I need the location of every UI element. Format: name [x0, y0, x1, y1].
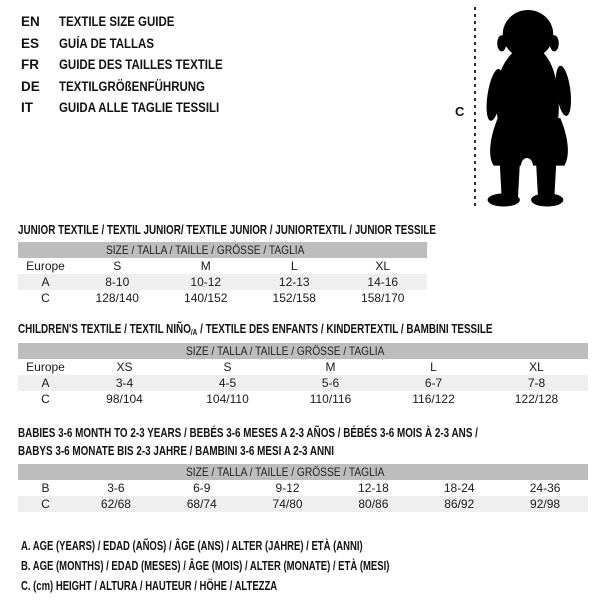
table-cell: 62/68	[73, 496, 159, 512]
row-label: B	[41, 481, 50, 495]
language-label: GUIDE DES TAILLES TEXTILE	[59, 57, 223, 73]
table-cell: 3-4	[73, 375, 176, 391]
language-code: ES	[21, 35, 40, 51]
table-cell: 24-36	[529, 481, 561, 495]
table-cell: L	[430, 360, 437, 374]
children-size-table	[18, 343, 588, 407]
table-cell: 128/140	[95, 291, 139, 305]
table-cell: S	[113, 259, 122, 273]
row-label: A	[18, 274, 73, 290]
height-measure-dashed-line	[474, 7, 476, 208]
table-row	[18, 359, 588, 375]
table-row	[18, 391, 588, 407]
table-row	[18, 274, 427, 290]
footnote-a: A. AGE (YEARS) / EDAD (AÑOS) / ÂGE (ANS) / ALTER (JAHRE) / ETÀ (ANNI)	[21, 539, 363, 553]
children-section-title: CHILDREN'S TEXTILE / TEXTIL $NIÑO_{/A}$ / TEXTILE DES ENFANTS / KINDERTEXTIL / BAMBINI TESSILE	[18, 321, 493, 337]
table-cell: 158/170	[361, 291, 405, 305]
language-label: GUÍA DE TALLAS	[59, 35, 154, 51]
junior-section-title: JUNIOR TEXTILE / TEXTIL JUNIOR/ TEXTILE JUNIOR / JUNIORTEXTIL / JUNIOR TESSILE	[18, 222, 436, 237]
table-cell: 5-6	[279, 375, 382, 391]
language-code: DE	[21, 78, 40, 94]
table-row	[18, 290, 427, 306]
row-label: C	[41, 392, 50, 406]
table-cell: XS	[116, 360, 133, 374]
table-cell: S	[223, 360, 232, 374]
row-label: A	[18, 375, 73, 391]
junior-size-table	[18, 242, 427, 306]
language-row-de	[21, 76, 252, 98]
table-cell: 4-5	[176, 375, 279, 391]
language-code: EN	[21, 14, 40, 30]
size-header-bar: SIZE / TALLA / TAILLE / GRÖSSE / TAGLIA	[18, 343, 588, 359]
size-header-bar: SIZE / TALLA / TAILLE / GRÖSSE / TAGLIA	[18, 464, 588, 480]
table-cell: 116/122	[412, 392, 455, 406]
language-label: GUIDA ALLE TAGLIE TESSILI	[59, 100, 220, 116]
table-cell: 110/116	[309, 392, 352, 406]
table-cell: 12-18	[358, 481, 389, 495]
table-row	[18, 480, 588, 496]
size-header-bar: SIZE / TALLA / TAILLE / GRÖSSE / TAGLIA	[18, 242, 427, 258]
language-row-fr	[21, 54, 252, 76]
table-cell: 98/104	[106, 392, 143, 406]
table-cell: 74/80	[245, 496, 331, 512]
table-cell: 3-6	[107, 481, 125, 495]
table-row	[18, 258, 427, 274]
language-list	[21, 11, 252, 119]
table-cell: 68/74	[159, 496, 245, 512]
babies-size-table	[18, 464, 588, 512]
language-label: TEXTILE SIZE GUIDE	[59, 14, 175, 30]
row-label: Europe	[26, 259, 65, 273]
language-row-es	[21, 33, 252, 55]
table-cell: M	[200, 259, 211, 273]
table-cell: 14-16	[339, 274, 428, 290]
table-row	[18, 496, 588, 512]
subscript: /A	[190, 327, 198, 337]
table-cell: 80/86	[330, 496, 416, 512]
table-cell: 18-24	[443, 481, 475, 495]
table-cell: 152/158	[272, 291, 316, 305]
table-cell: L	[290, 259, 298, 273]
row-label: C	[18, 496, 73, 512]
table-cell: 92/98	[502, 496, 588, 512]
row-label: Europe	[26, 360, 65, 374]
height-measure-label: C	[455, 104, 465, 119]
table-cell: 104/110	[206, 392, 249, 406]
language-code: IT	[21, 100, 33, 116]
table-cell: 10-12	[162, 274, 251, 290]
table-row	[18, 375, 588, 391]
language-code: FR	[21, 57, 39, 73]
table-cell: 6-9	[193, 481, 211, 495]
language-row-it	[21, 97, 252, 119]
language-row-en	[21, 11, 252, 33]
table-cell: XL	[529, 360, 544, 374]
babies-section-title: BABIES 3-6 MONTH TO 2-3 YEARS / BEBÉS 3-6 MESES A 2-3 AÑOS / BÉBÉS 3-6 MOIS À 2-3 ANS / BABYS 3-6 MONATE BIS 2-3 JAHRE / BAMBINI 3-6 MESI A 2-3 ANNI	[18, 425, 478, 458]
table-cell: XL	[375, 259, 391, 273]
row-label: C	[41, 291, 50, 305]
footnote-b: B. AGE (MONTHS) / EDAD (MESES) / ÂGE (MOIS) / ALTER (MONATE) / ETÀ (MESI)	[21, 559, 390, 573]
table-cell: 6-7	[382, 375, 485, 391]
table-cell: M	[325, 360, 336, 374]
table-cell: 9-12	[275, 481, 300, 495]
table-cell: 12-13	[250, 274, 339, 290]
toddler-silhouette-icon	[482, 9, 576, 207]
language-label: TEXTILGRÖßENFÜHRUNG	[59, 78, 205, 94]
table-cell: 140/152	[184, 291, 228, 305]
table-cell: 7-8	[485, 375, 588, 391]
table-cell: 86/92	[416, 496, 502, 512]
table-cell: 8-10	[73, 274, 162, 290]
footnote-c: C. (cm) HEIGHT / ALTURA / HAUTEUR / HÖHE / ALTEZZA	[21, 579, 278, 593]
table-cell: 122/128	[514, 392, 559, 406]
